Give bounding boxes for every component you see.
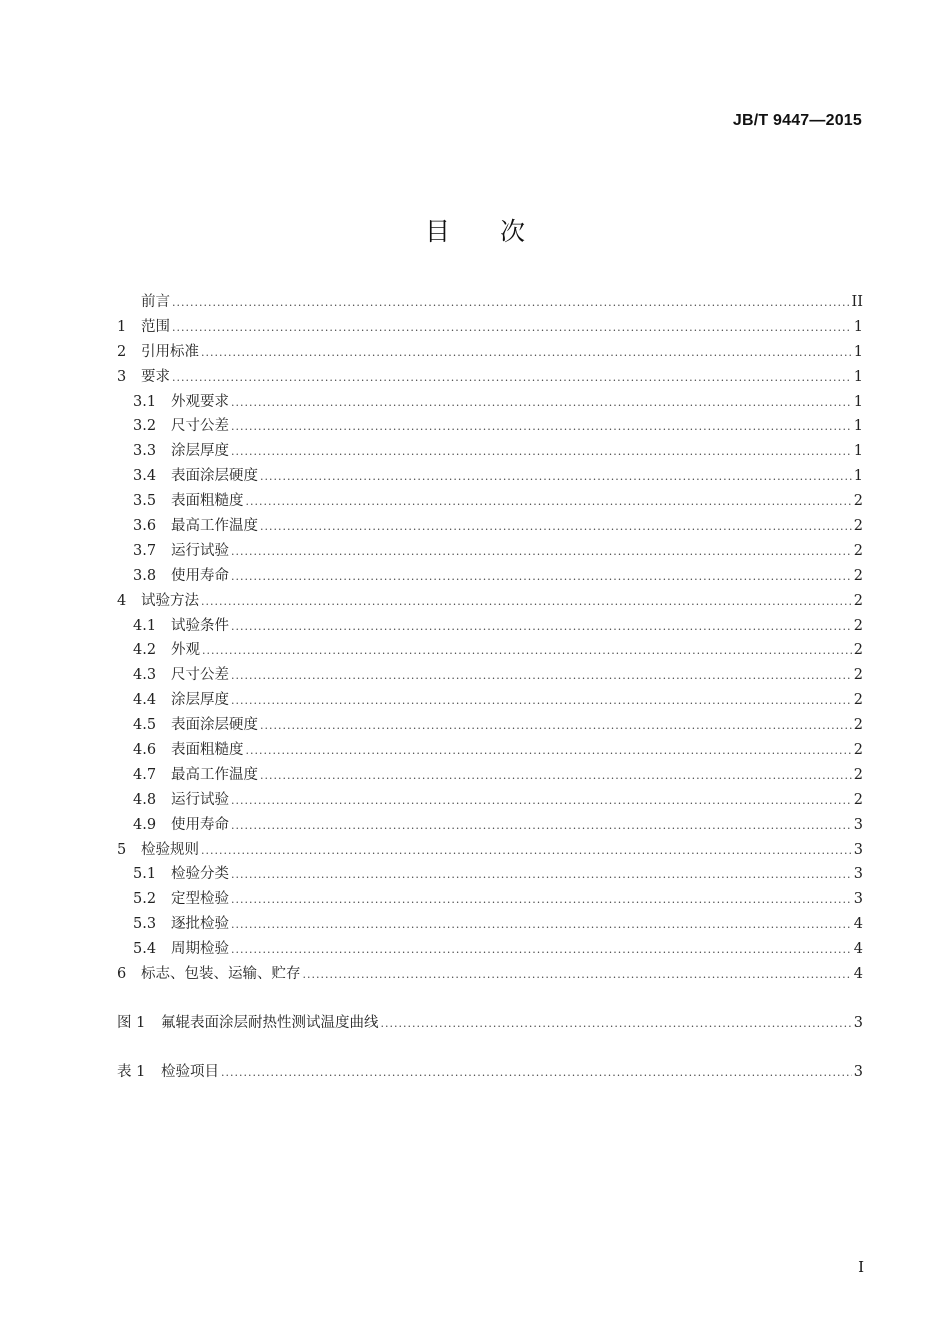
toc-entry-label: 外观 (171, 642, 200, 659)
toc-entry-page: 3 (853, 841, 863, 858)
toc-entry-page: II (851, 294, 863, 310)
toc-entry[interactable] (117, 340, 863, 365)
dot-leader (246, 744, 852, 757)
toc-entry-number: 6 (117, 966, 127, 983)
toc-entry-number: 3.7 (133, 542, 157, 559)
toc-entry-page: 2 (853, 592, 863, 609)
toc-entry-number: 3.8 (133, 567, 157, 584)
toc-entry-number: 4.9 (133, 816, 157, 833)
dot-leader (231, 694, 852, 707)
toc-entry-number: 4.7 (133, 766, 157, 783)
toc-entry-page: 1 (853, 443, 863, 460)
dot-leader (202, 644, 852, 657)
toc-entry[interactable] (117, 439, 863, 464)
toc-entry[interactable] (117, 962, 863, 987)
dot-leader (246, 495, 852, 508)
toc-entry[interactable] (117, 514, 863, 539)
toc-entry-number: 4.6 (133, 742, 157, 759)
toc-entry[interactable] (117, 489, 863, 514)
toc-entry-page: 1 (853, 468, 863, 485)
toc-entry-label: 范围 (141, 318, 170, 335)
toc-entry-label: 涂层厚度 (171, 692, 229, 709)
toc-entry[interactable] (117, 937, 863, 962)
toc-entry-number: 4.1 (133, 617, 157, 634)
toc-entry[interactable] (117, 390, 863, 415)
toc-entry-number: 3.3 (133, 443, 157, 460)
dot-leader (172, 371, 852, 384)
toc-entry[interactable] (117, 564, 863, 589)
dot-leader (221, 1066, 852, 1079)
toc-entry[interactable] (117, 414, 863, 439)
dot-leader (231, 918, 852, 931)
toc-entry-page: 2 (853, 742, 863, 759)
toc-entry-page: 2 (853, 493, 863, 510)
toc-entry[interactable] (117, 315, 863, 340)
toc-entry-label: 检验项目 (161, 1063, 219, 1080)
toc-entry-page: 2 (853, 518, 863, 535)
toc-entry-page: 4 (853, 916, 863, 933)
toc-entry-number: 3 (117, 368, 127, 385)
toc-entry[interactable] (117, 763, 863, 788)
toc-entry-label: 检验分类 (171, 866, 229, 883)
toc-entry[interactable] (117, 862, 863, 887)
toc-entry-number: 4.8 (133, 791, 157, 808)
dot-leader (260, 470, 852, 483)
dot-leader (231, 943, 852, 956)
toc-entry-page: 1 (853, 368, 863, 385)
dot-leader (260, 719, 852, 732)
dot-leader (201, 844, 852, 857)
dot-leader (231, 396, 852, 409)
toc-entry-label: 前言 (141, 294, 170, 310)
toc-entry-number: 5.1 (133, 866, 157, 883)
toc-entry-number: 2 (117, 343, 127, 360)
toc-entry[interactable] (117, 688, 863, 713)
toc-entry-page: 2 (853, 567, 863, 584)
toc-entry-number: 3.2 (133, 418, 157, 435)
toc-entry-page: 3 (853, 816, 863, 833)
toc-entry-page: 1 (853, 318, 863, 335)
toc-entry[interactable] (117, 788, 863, 813)
toc-entry-page: 2 (853, 617, 863, 634)
toc-entry[interactable] (117, 539, 863, 564)
toc-entry[interactable] (117, 813, 863, 838)
toc-entry-number: 4 (117, 592, 127, 609)
toc-entry-number: 4.3 (133, 667, 157, 684)
dot-leader (260, 520, 852, 533)
dot-leader (231, 545, 852, 558)
toc-entry-page: 2 (853, 717, 863, 734)
toc-entry-number: 5 (117, 841, 127, 858)
toc-entry-page: 4 (853, 966, 863, 983)
toc-entry-label: 运行试验 (171, 791, 229, 808)
standard-code: JB/T 9447—2015 (732, 112, 862, 129)
toc-entry-number: 5.2 (133, 891, 157, 908)
toc-entry-page: 2 (853, 642, 863, 659)
toc-entry-page: 3 (853, 1014, 863, 1031)
toc-entry-number: 5.3 (133, 916, 157, 933)
toc-entry-page: 3 (853, 866, 863, 883)
toc-entry-number: 4.4 (133, 692, 157, 709)
toc-entry-label: 表面涂层硬度 (171, 468, 258, 485)
toc-entry-number: 4.5 (133, 717, 157, 734)
toc-entry[interactable] (117, 663, 863, 688)
toc-entry-page: 2 (853, 667, 863, 684)
toc-entry[interactable] (117, 464, 863, 489)
toc-entry-page: 1 (853, 418, 863, 435)
toc-entry-label: 逐批检验 (171, 916, 229, 933)
toc-entry-number: 图 1 (117, 1014, 146, 1031)
toc-entry-number: 3.1 (133, 393, 157, 410)
toc-entry[interactable] (117, 887, 863, 912)
toc-entry-page: 2 (853, 766, 863, 783)
dot-leader (231, 868, 852, 881)
toc-entry-label: 检验规则 (141, 841, 199, 858)
toc-entry-number: 3.5 (133, 493, 157, 510)
toc-entry-label: 试验方法 (141, 592, 199, 609)
dot-leader (231, 893, 852, 906)
dot-leader (172, 296, 850, 309)
toc-entry-label: 最高工作温度 (171, 518, 258, 535)
toc-entry-page: 3 (853, 1063, 863, 1080)
toc-entry[interactable] (117, 614, 863, 639)
dot-leader (231, 445, 852, 458)
toc-entry-label: 运行试验 (171, 542, 229, 559)
toc-entry[interactable] (117, 713, 863, 738)
dot-leader (231, 669, 852, 682)
toc-entry-label: 最高工作温度 (171, 766, 258, 783)
dot-leader (381, 1017, 852, 1030)
toc-entry-label: 表面粗糙度 (171, 493, 244, 510)
toc-entry-number: 3.4 (133, 468, 157, 485)
toc-entry-number: 3.6 (133, 518, 157, 535)
toc-entry[interactable] (117, 638, 863, 663)
toc-entry-number: 4.2 (133, 642, 157, 659)
dot-leader (231, 819, 852, 832)
dot-leader (303, 968, 852, 981)
toc-entry[interactable] (117, 1011, 863, 1036)
toc-entry-label: 涂层厚度 (171, 443, 229, 460)
dot-leader (231, 620, 852, 633)
toc-entry[interactable] (117, 589, 863, 614)
dot-leader (231, 794, 852, 807)
toc-entry-label: 定型检验 (171, 891, 229, 908)
toc-entry[interactable] (117, 738, 863, 763)
page-number: I (858, 1258, 864, 1276)
dot-leader (260, 769, 852, 782)
toc-entry-page: 4 (853, 941, 863, 958)
toc-entry-page: 2 (853, 542, 863, 559)
toc-entry-number: 表 1 (117, 1063, 146, 1080)
toc-entry-number: 5.4 (133, 941, 157, 958)
toc-entry[interactable] (117, 1060, 863, 1085)
toc-entry-label: 尺寸公差 (171, 418, 229, 435)
toc-entry-label: 要求 (141, 368, 170, 385)
toc-entry[interactable] (117, 365, 863, 390)
dot-leader (231, 420, 852, 433)
toc-entry[interactable] (117, 290, 863, 315)
toc-entry-number: 1 (117, 318, 127, 335)
toc-entry-page: 1 (853, 343, 863, 360)
toc-entry-page: 2 (853, 791, 863, 808)
toc-entry-page: 2 (853, 692, 863, 709)
toc-entry-label: 氟辊表面涂层耐热性测试温度曲线 (161, 1014, 379, 1031)
toc-entry-label: 外观要求 (171, 393, 229, 410)
toc-entry-label: 标志、包装、运输、贮存 (141, 966, 301, 983)
toc-entry-label: 使用寿命 (171, 816, 229, 833)
toc-entry-page: 1 (853, 393, 863, 410)
toc-entry-page: 3 (853, 891, 863, 908)
table-of-contents (117, 290, 863, 1085)
toc-entry-label: 使用寿命 (171, 567, 229, 584)
dot-leader (231, 570, 852, 583)
dot-leader (201, 595, 852, 608)
toc-entry[interactable] (117, 912, 863, 937)
toc-entry[interactable] (117, 838, 863, 863)
toc-entry-label: 尺寸公差 (171, 667, 229, 684)
toc-entry-label: 周期检验 (171, 941, 229, 958)
dot-leader (172, 321, 852, 334)
toc-entry-label: 引用标准 (141, 343, 199, 360)
toc-entry-label: 表面涂层硬度 (171, 717, 258, 734)
dot-leader (201, 346, 852, 359)
toc-entry-label: 试验条件 (171, 617, 229, 634)
page-title: 目次 (424, 217, 575, 246)
toc-entry-label: 表面粗糙度 (171, 742, 244, 759)
